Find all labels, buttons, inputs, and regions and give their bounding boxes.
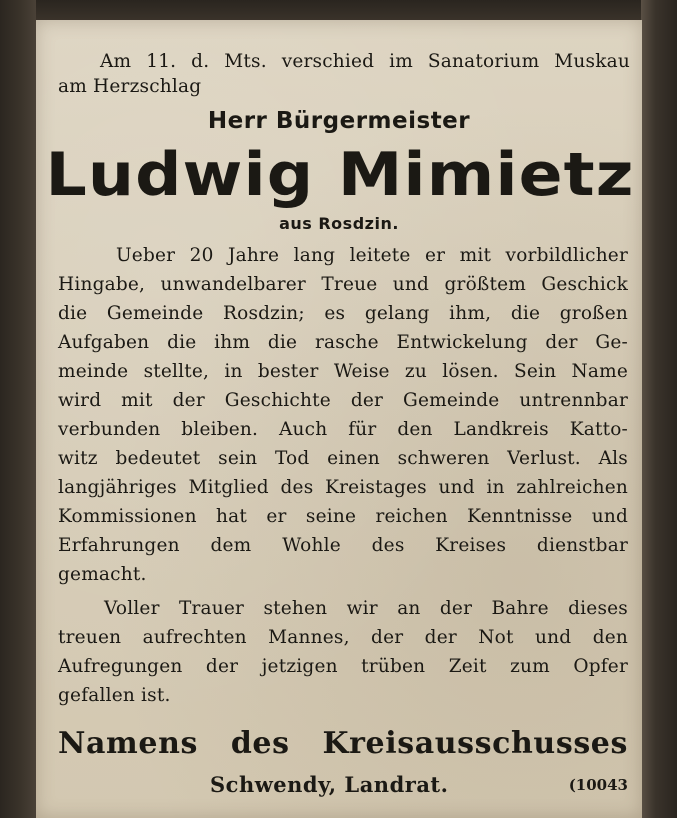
paragraph1-line: langjähriges Mitglied des Kreistages und in zahlreichen bbox=[58, 477, 628, 498]
paragraph1-line: wird mit der Geschichte der Gemeinde untrennbar bbox=[58, 390, 628, 411]
paragraph1-line: Kommissionen hat er seine reichen Kenntnisse und bbox=[58, 506, 628, 527]
paragraph1-line: gemacht. bbox=[58, 564, 147, 585]
reference-number: (10043 bbox=[568, 776, 628, 794]
paragraph1-line: meinde stellte, in bester Weise zu lösen. Sein Name bbox=[58, 361, 628, 382]
paragraph1-line: Erfahrungen dem Wohle des Kreises dienstbar bbox=[58, 535, 628, 556]
intro-line-2: am Herzschlag bbox=[58, 76, 202, 97]
paragraph2-line: Aufregungen der jetzigen trüben Zeit zum Opfer bbox=[58, 656, 628, 677]
signature-person: Schwendy, Landrat. bbox=[210, 772, 449, 797]
paragraph2-line: Voller Trauer stehen wir an der Bahre dieses bbox=[104, 598, 628, 619]
paragraph1-line: die Gemeinde Rosdzin; es gelang ihm, die großen bbox=[58, 303, 628, 324]
paragraph1-line: witz bedeutet sein Tod einen schweren Verlust. Als bbox=[58, 448, 628, 469]
paragraph1-line: Hingabe, unwandelbarer Treue und größtem Geschick bbox=[58, 274, 628, 295]
paragraph1-line: Ueber 20 Jahre lang leitete er mit vorbildlicher bbox=[116, 245, 628, 266]
background-left bbox=[0, 0, 36, 818]
paragraph2-line: treuen aufrechten Mannes, der der Not und den bbox=[58, 627, 628, 648]
intro-line-1: Am 11. d. Mts. verschied im Sanatorium Muskau bbox=[100, 51, 630, 72]
paragraph2-line: gefallen ist. bbox=[58, 685, 171, 706]
paragraph1-line: verbunden bleiben. Auch für den Landkreis Katto- bbox=[58, 419, 628, 440]
background-right bbox=[641, 0, 677, 818]
newspaper-clipping bbox=[36, 20, 642, 818]
deceased-origin: aus Rosdzin. bbox=[279, 214, 399, 233]
notice-title: Herr Bürgermeister bbox=[207, 108, 471, 134]
paragraph1-line: Aufgaben die ihm die rasche Entwickelung der Ge- bbox=[58, 332, 628, 353]
signature-organization: Namens des Kreisausschusses bbox=[58, 726, 628, 761]
deceased-name: Ludwig Mimietz bbox=[45, 140, 635, 210]
